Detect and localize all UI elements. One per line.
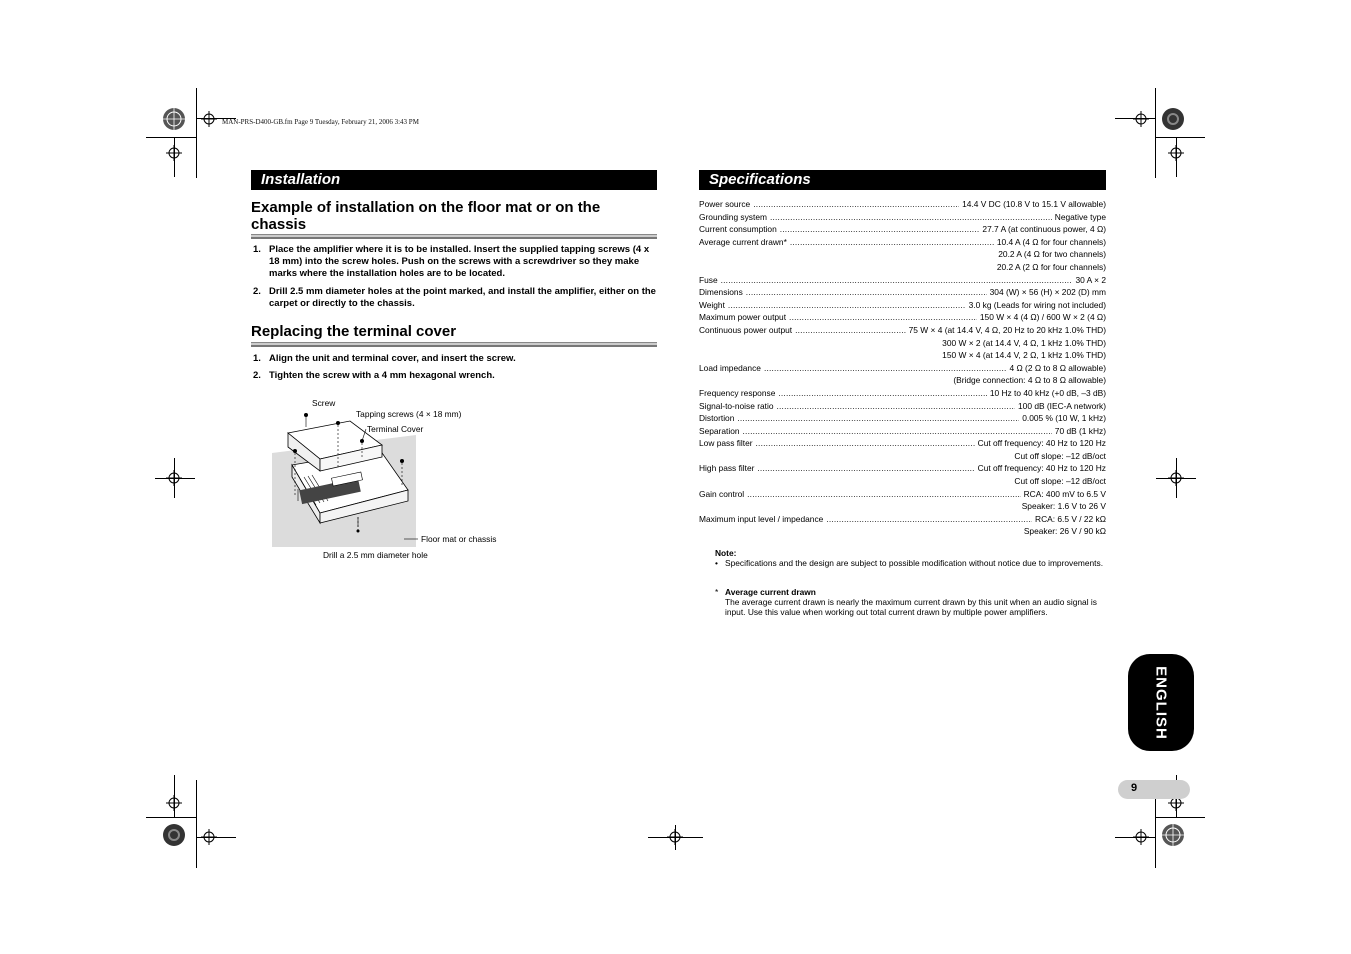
dot-leader [826, 513, 1032, 526]
step-number: 2. [253, 286, 261, 297]
step-number: 2. [253, 370, 261, 381]
heading-rule [251, 234, 657, 239]
dot-leader [780, 223, 980, 236]
figure-label-screw: Screw [312, 398, 336, 408]
spec-value: 300 W × 2 (at 14.4 V, 4 Ω, 1 kHz 1.0% THD) [942, 337, 1106, 348]
spec-row [699, 513, 1106, 526]
figure-label-floor-mat: Floor mat or chassis [421, 534, 497, 544]
note-title: Note: [715, 548, 737, 558]
step-text: Tighten the screw with a 4 mm hexagonal wrench. [269, 370, 495, 381]
spec-value: 3.0 kg (Leads for wiring not included) [968, 299, 1106, 310]
spec-row [699, 299, 1106, 312]
figure-label-tapping-screws: Tapping screws (4 × 18 mm) [356, 409, 462, 419]
installation-heading: Example of installation on the floor mat or on the chassis [251, 199, 601, 233]
dot-leader [776, 400, 1015, 413]
spec-label: Fuse [699, 274, 718, 285]
dot-leader [737, 412, 1019, 425]
spec-value: 30 A × 2 [1075, 274, 1106, 285]
spec-row [699, 362, 1106, 375]
spec-value: Cut off slope: –12 dB/oct [1014, 476, 1106, 487]
note-text: Specifications and the design are subject to possible modification without notice due to improvements. [725, 558, 1104, 568]
step-number: 1. [253, 353, 261, 364]
spec-value: Cut off slope: –12 dB/oct [1014, 450, 1106, 461]
dot-leader [757, 462, 974, 475]
crosshair-icon [667, 829, 683, 845]
spec-row [699, 400, 1106, 413]
crosshair-icon [1133, 111, 1149, 127]
spec-value: RCA: 400 mV to 6.5 V [1023, 488, 1106, 499]
specifications-table [699, 198, 1106, 538]
language-tab [1128, 654, 1194, 751]
crosshair-icon [201, 111, 217, 127]
crosshair-icon [166, 470, 182, 486]
bullet-icon: • [715, 558, 718, 568]
spec-value: 304 (W) × 56 (H) × 202 (D) mm [989, 287, 1106, 298]
spec-row [699, 462, 1106, 475]
spec-row [699, 500, 1106, 513]
spec-value: 150 W × 4 (4 Ω) / 600 W × 2 (4 Ω) [979, 312, 1106, 323]
registration-mark-icon [161, 822, 187, 848]
registration-mark-icon [1160, 106, 1186, 132]
spec-row [699, 261, 1106, 274]
spec-label: Load impedance [699, 362, 761, 373]
cover-step-2 [253, 370, 657, 382]
spec-row [699, 274, 1106, 287]
spec-row [699, 412, 1106, 425]
spec-value: Cut off frequency: 40 Hz to 120 Hz [977, 438, 1106, 449]
specifications-section-bar: Specifications [699, 170, 1106, 190]
step-text: Align the unit and terminal cover, and insert the screw. [269, 353, 516, 364]
crosshair-icon [201, 829, 217, 845]
spec-value: 14.4 V DC (10.8 V to 15.1 V allowable) [962, 199, 1106, 209]
spec-label: Distortion [699, 413, 735, 424]
spec-row [699, 223, 1106, 236]
spec-label: Frequency response [699, 387, 776, 398]
spec-row [699, 374, 1106, 387]
dot-leader [795, 324, 906, 337]
dot-leader [778, 387, 986, 400]
dot-leader [728, 299, 966, 312]
spec-row [699, 198, 1106, 211]
spec-value: Speaker: 26 V / 90 kΩ [1023, 526, 1106, 537]
spec-value: 27.7 A (at continuous power, 4 Ω) [982, 224, 1106, 235]
dot-leader [770, 211, 1052, 224]
dot-leader [753, 198, 959, 211]
spec-label: Average current drawn* [699, 236, 787, 247]
spec-label: Weight [699, 299, 725, 310]
spec-row [699, 437, 1106, 450]
spec-value: 20.2 A (4 Ω for two channels) [998, 249, 1106, 260]
note-block [715, 548, 1105, 568]
spec-row [699, 248, 1106, 261]
spec-value: 10.4 A (4 Ω for four channels) [996, 236, 1106, 247]
cover-step-1 [253, 353, 657, 365]
asterisk-mark: * [715, 587, 719, 597]
step-text: Place the amplifier where it is to be installed. Insert the supplied tapping screws (4 x 18 mm) into the screw holes. Push on the screws with a screwdriver so they make marks where the installation holes are to be located. [269, 244, 650, 279]
spec-label: Dimensions [699, 287, 743, 298]
spec-row [699, 349, 1106, 362]
installation-section-bar: Installation [251, 170, 657, 190]
spec-row [699, 337, 1106, 350]
spec-row [699, 488, 1106, 501]
spec-label: Maximum power output [699, 312, 787, 323]
dot-leader [721, 274, 1073, 287]
spec-value: Cut off frequency: 40 Hz to 120 Hz [977, 463, 1106, 474]
file-header: MAN-PRS-D400-GB.fm Page 9 Tuesday, February 21, 2006 3:43 PM [222, 118, 419, 126]
registration-mark-icon [1160, 822, 1186, 848]
spec-value: 75 W × 4 (at 14.4 V, 4 Ω, 20 Hz to 20 kHz 1.0% THD) [908, 324, 1106, 335]
terminal-cover-heading: Replacing the terminal cover [251, 323, 457, 340]
page-number: 9 [1131, 782, 1138, 794]
crosshair-icon [1133, 829, 1149, 845]
spec-label: Continuous power output [699, 324, 793, 335]
spec-label: Separation [699, 425, 740, 436]
average-current-footnote [715, 587, 1105, 617]
spec-value: Negative type [1054, 211, 1106, 222]
spec-row [699, 211, 1106, 224]
spec-value: (Bridge connection: 4 Ω to 8 Ω allowable) [953, 375, 1106, 386]
spec-row [699, 450, 1106, 463]
heading-rule [251, 342, 657, 347]
crosshair-icon [1168, 145, 1184, 161]
install-step-1 [253, 244, 657, 280]
spec-value: 0.005 % (10 W, 1 kHz) [1022, 413, 1106, 424]
spec-row [699, 387, 1106, 400]
dot-leader [764, 362, 1007, 375]
spec-label: Power source [699, 199, 751, 209]
spec-label: Low pass filter [699, 438, 753, 449]
spec-value: 20.2 A (2 Ω for four channels) [996, 261, 1106, 272]
spec-label: Gain control [699, 488, 745, 499]
dot-leader [746, 286, 987, 299]
dot-leader [747, 488, 1020, 501]
footnote-title: Average current drawn [725, 587, 816, 597]
crosshair-icon [166, 145, 182, 161]
spec-row [699, 311, 1106, 324]
spec-row [699, 475, 1106, 488]
spec-label: Maximum input level / impedance [699, 513, 824, 524]
crosshair-icon [166, 795, 182, 811]
spec-value: 4 Ω (2 Ω to 8 Ω allowable) [1009, 362, 1106, 373]
note-item [715, 558, 1105, 568]
spec-row [699, 425, 1106, 438]
spec-row [699, 236, 1106, 249]
crosshair-icon [1168, 470, 1184, 486]
spec-value: 150 W × 4 (at 14.4 V, 2 Ω, 1 kHz 1.0% THD) [942, 350, 1106, 361]
spec-value: 10 Hz to 40 kHz (+0 dB, –3 dB) [989, 387, 1106, 398]
spec-value: 100 dB (IEC-A network) [1018, 400, 1106, 411]
page-number-badge [1118, 780, 1190, 799]
dot-leader [756, 437, 975, 450]
figure-label-terminal-cover: Terminal Cover [367, 424, 424, 434]
step-text: Drill 2.5 mm diameter holes at the point marked, and install the amplifier, either on the carpet or directly to the chassis. [269, 286, 656, 309]
spec-value: 70 dB (1 kHz) [1054, 425, 1106, 436]
spec-label: Current consumption [699, 224, 777, 235]
spec-value: Speaker: 1.6 V to 26 V [1021, 501, 1106, 512]
spec-row [699, 525, 1106, 538]
install-step-2 [253, 286, 657, 310]
language-tab-label: ENGLISH [1152, 665, 1170, 740]
spec-label: Signal-to-noise ratio [699, 400, 774, 411]
dot-leader [789, 311, 977, 324]
spec-value: RCA: 6.5 V / 22 kΩ [1035, 513, 1106, 524]
spec-row [699, 324, 1106, 337]
spec-row [699, 286, 1106, 299]
registration-mark-icon [161, 106, 187, 132]
footnote-text: The average current drawn is nearly the maximum current drawn by this unit when an audio signal is input. Use this value when working out total current drawn by multiple power amplifiers. [725, 597, 1097, 617]
figure-label-drill-hole: Drill a 2.5 mm diameter hole [323, 550, 428, 560]
spec-label: Grounding system [699, 211, 767, 222]
spec-label: High pass filter [699, 463, 755, 474]
dot-leader [790, 236, 994, 249]
step-number: 1. [253, 244, 261, 255]
dot-leader [743, 425, 1052, 438]
